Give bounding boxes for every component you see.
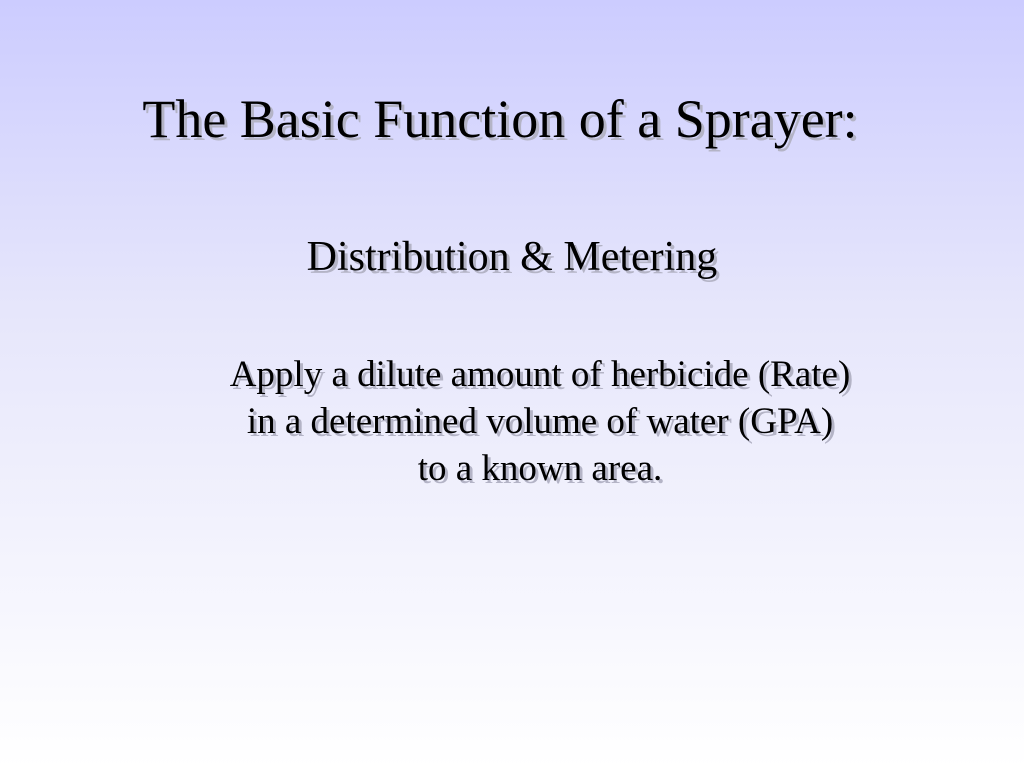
- body-line: Apply a dilute amount of herbicide (Rate): [229, 354, 851, 395]
- slide-body: [130, 351, 950, 492]
- body-line: to a known area.: [417, 448, 663, 489]
- slide-subtitle: Distribution & Metering: [306, 234, 718, 280]
- slide-title: The Basic Function of a Sprayer:: [142, 89, 858, 149]
- body-line: in a determined volume of water (GPA): [246, 401, 834, 442]
